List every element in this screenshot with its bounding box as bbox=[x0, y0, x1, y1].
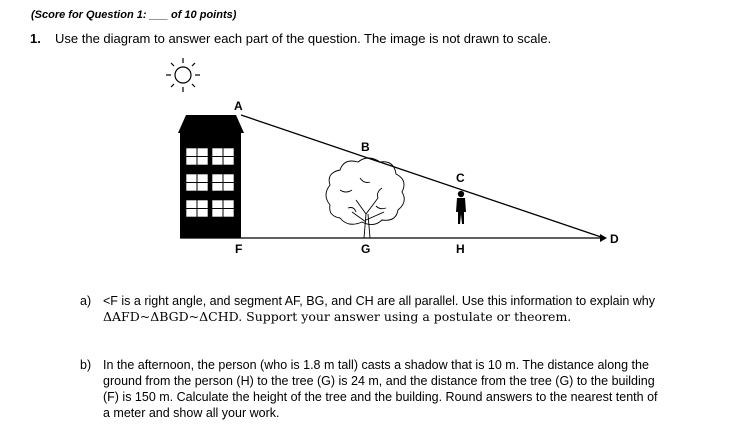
part-b-line-1: In the afternoon, the person (who is 1.8 m tall) casts a shadow that is 10 m. The distance along the bbox=[103, 358, 649, 372]
part-b-line-3: (F) is 150 m. Calculate the height of the tree and the building. Round answers to the nearest tenth of bbox=[103, 390, 658, 404]
sun-icon bbox=[166, 58, 200, 92]
point-label-g: G bbox=[361, 242, 371, 256]
part-b-line-4: a meter and show all your work. bbox=[103, 406, 280, 420]
point-label-d: D bbox=[610, 232, 619, 246]
score-suffix: of 10 points) bbox=[167, 9, 237, 21]
tree-icon bbox=[326, 158, 404, 238]
part-a-line-2: ΔAFD~ΔBGD~ΔCHD. Support your answer using a postulate or theorem. bbox=[103, 309, 572, 324]
question-number: 1. bbox=[30, 31, 41, 46]
sightline-ad bbox=[241, 115, 604, 238]
part-b-label: b) bbox=[80, 358, 92, 372]
point-label-c: C bbox=[456, 171, 465, 185]
point-label-f: F bbox=[235, 242, 243, 256]
person-icon bbox=[456, 191, 466, 224]
score-blank[interactable]: ___ bbox=[149, 9, 168, 21]
question-prompt: Use the diagram to answer each part of the question. The image is not drawn to scale. bbox=[55, 31, 552, 46]
part-a-line-1: <F is a right angle, and segment AF, BG, and CH are all parallel. Use this information to explain why bbox=[103, 294, 656, 308]
part-a-label: a) bbox=[80, 294, 92, 308]
point-label-h: H bbox=[456, 242, 465, 256]
building-icon bbox=[178, 115, 244, 238]
point-label-a: A bbox=[234, 99, 243, 113]
score-prefix: (Score for Question 1: bbox=[31, 9, 150, 21]
point-label-b: B bbox=[361, 140, 370, 154]
part-b-line-2: ground from the person (H) to the tree (G) is 24 m, and the distance from the tree (G) to the building bbox=[103, 374, 655, 388]
